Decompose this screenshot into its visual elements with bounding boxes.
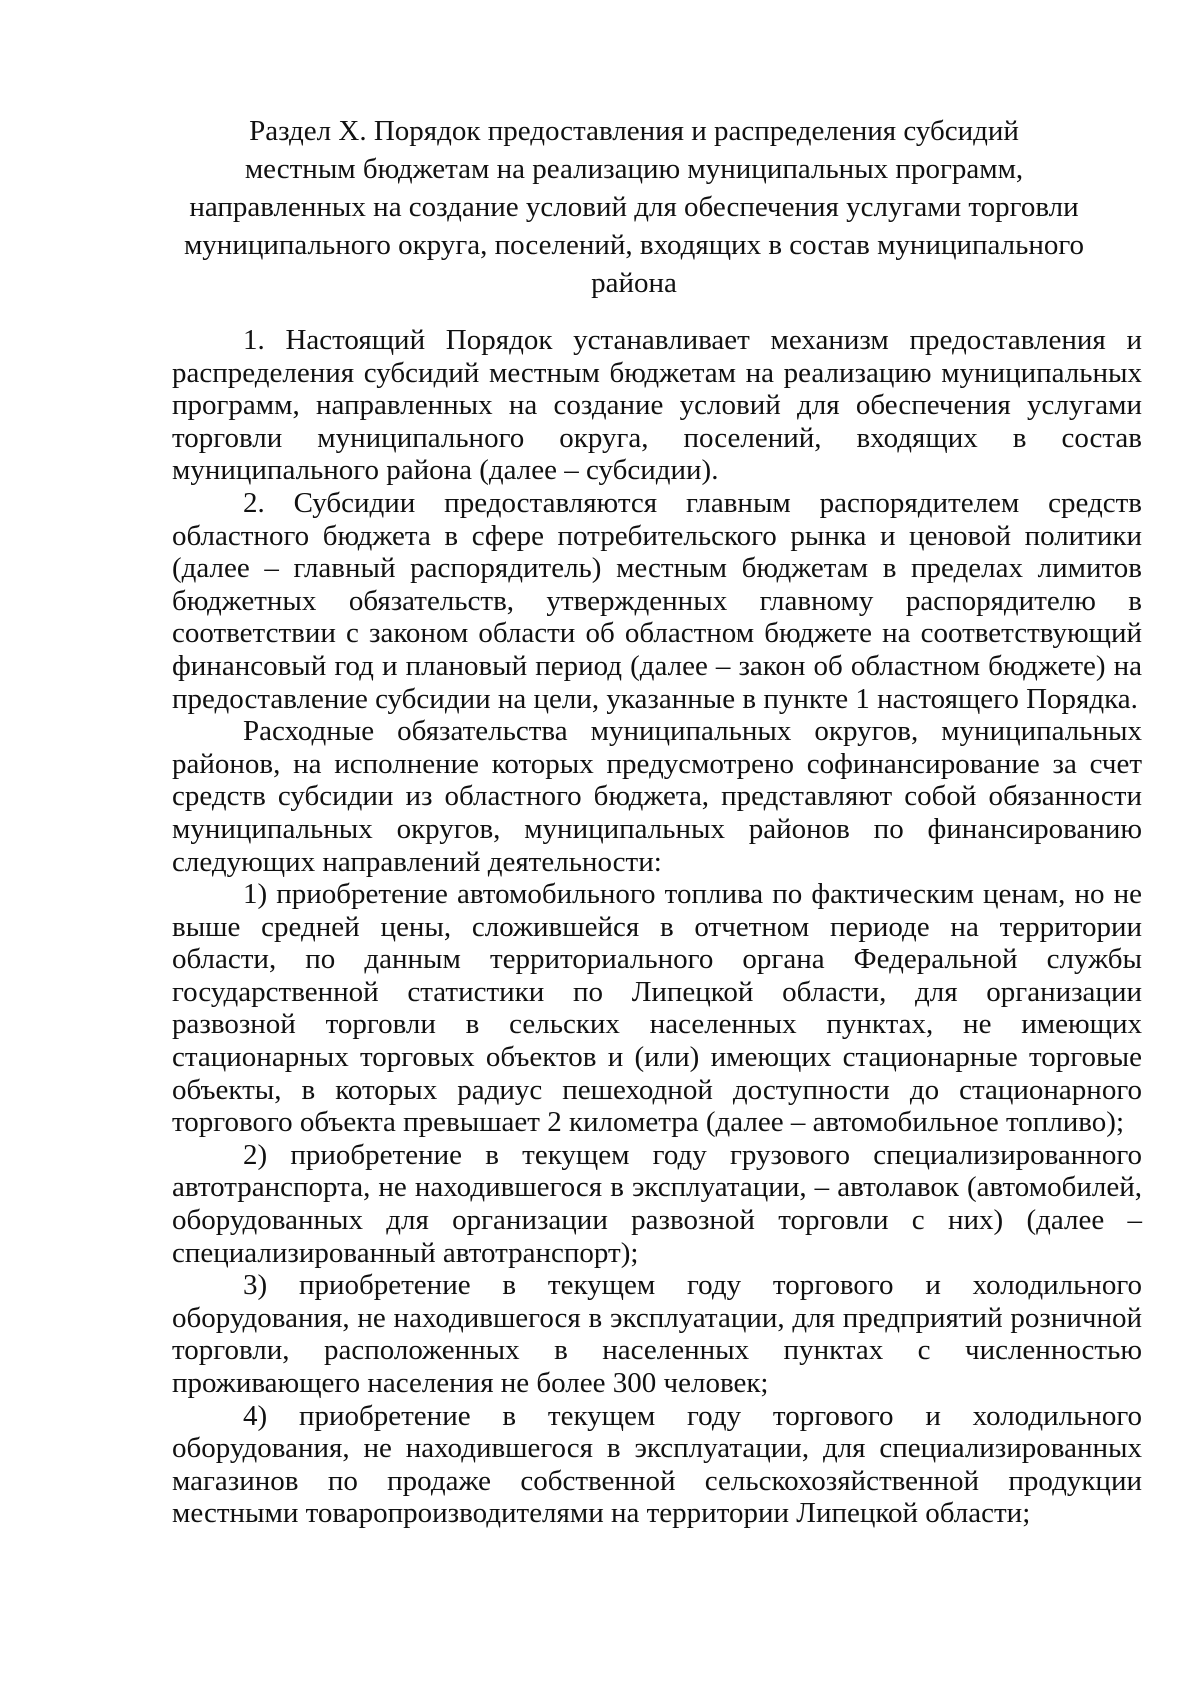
- paragraph-item-1: 1. Настоящий Порядок устанавливает механизм предоставления и распределения субсидий местным бюджетам на реализацию муниципальных программ, направленных на создание условий для обеспечения услугами торговли муниципального округа, поселений, входящих в состав муниципального района (далее – субсидии).: [172, 324, 1142, 487]
- paragraph-subitem-2: 2) приобретение в текущем году грузового специализированного автотранспорта, не находившегося в эксплуатации, – автолавок (автомобилей, оборудованных для организации развозной торговли с них) (далее – специализированный автотранспорт);: [172, 1138, 1142, 1269]
- heading-line: района: [591, 267, 677, 299]
- heading-line: Раздел X. Порядок предоставления и распределения субсидий: [249, 115, 1019, 147]
- paragraph-subitem-3: 3) приобретение в текущем году торгового и холодильного оборудования, не находившегося в эксплуатации, для предприятий розничной торговли, расположенных в населенных пунктах с численностью проживающего населения не более 300 человек;: [172, 1269, 1142, 1399]
- paragraph-subitem-4: 4) приобретение в текущем году торгового и холодильного оборудования, не находившегося в эксплуатации, для специализированных магазинов по продаже собственной сельскохозяйственной продукции местными товаропроизводителями на территории Липецкой области;: [172, 1399, 1142, 1530]
- section-heading: [170, 112, 1098, 302]
- paragraph-item-2: 2. Субсидии предоставляются главным распорядителем средств областного бюджета в сфере потребительского рынка и ценовой политики (далее – главный распорядитель) местным бюджетам в пределах лимитов бюджетных обязательств, утвержденных главному распорядителю в соответствии с законом области об областном бюджете на соответствующий финансовый год и плановый период (далее – закон об областном бюджете) на предоставление субсидии на цели, указанные в пункте 1 настоящего Порядка.: [172, 486, 1142, 715]
- paragraph-expenditure-obligations: Расходные обязательства муниципальных округов, муниципальных районов, на исполнение которых предусмотрено софинансирование за счет средств субсидии из областного бюджета, представляют собой обязанности муниципальных округов, муниципальных районов по финансированию следующих направлений деятельности:: [172, 715, 1142, 878]
- paragraph-subitem-1: 1) приобретение автомобильного топлива по фактическим ценам, но не выше средней цены, сложившейся в отчетном периоде на территории области, по данным территориального органа Федеральной службы государственной статистики по Липецкой области, для организации развозной торговли в сельских населенных пунктах, не имеющих стационарных торговых объектов и (или) имеющих стационарные торговые объекты, в которых радиус пешеходной доступности до стационарного торгового объекта превышает 2 километра (далее – автомобильное топливо);: [172, 878, 1142, 1139]
- heading-line: муниципального округа, поселений, входящих в состав муниципального: [183, 229, 1085, 261]
- document-body: [172, 324, 1142, 1530]
- heading-line: направленных на создание условий для обеспечения услугами торговли: [189, 191, 1079, 223]
- heading-line: местным бюджетам на реализацию муниципальных программ,: [244, 153, 1024, 185]
